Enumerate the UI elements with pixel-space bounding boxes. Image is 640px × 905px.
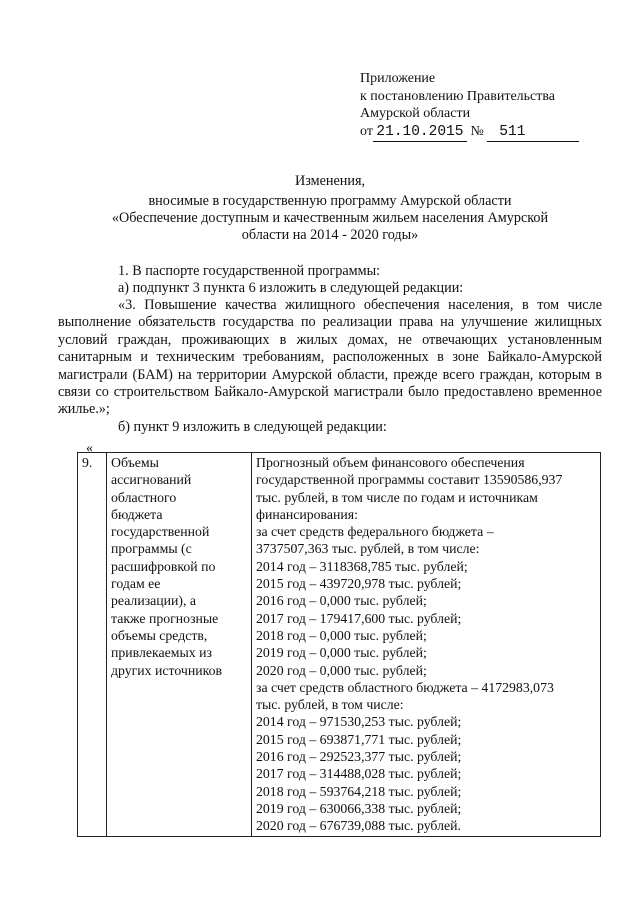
- name-line: привлекаемых из: [111, 645, 212, 661]
- content-line: 2014 год – 971530,253 тыс. рублей;: [256, 714, 462, 730]
- table-row: [78, 453, 601, 837]
- content-line: 2019 год – 630066,338 тыс. рублей;: [256, 800, 462, 816]
- opening-quote: «: [86, 441, 93, 456]
- content-line: 2016 год – 292523,377 тыс. рублей;: [256, 749, 462, 765]
- row-number: 9.: [78, 453, 107, 837]
- paragraph-4: б) пункт 9 изложить в следующей редакции:: [118, 419, 387, 435]
- content-line: 2014 год – 3118368,785 тыс. рублей;: [256, 558, 468, 574]
- name-line: областного: [111, 489, 177, 505]
- changes-heading: Изменения,: [294, 173, 366, 189]
- stamp-line-appendix: Приложение: [360, 71, 436, 86]
- name-line: также прогнозные: [111, 610, 219, 626]
- name-line: годам ее: [111, 576, 161, 592]
- content-line: Прогнозный объем финансового обеспечения: [256, 455, 525, 470]
- paragraph-2: а) подпункт 3 пункта 6 изложить в следующей редакции:: [118, 280, 464, 296]
- content-line: 2018 год – 593764,218 тыс. рублей;: [256, 783, 462, 799]
- content-line: 2019 год – 0,000 тыс. рублей;: [256, 645, 427, 661]
- content-line: 2020 год – 676739,088 тыс. рублей.: [256, 818, 461, 834]
- content-line: 2015 год – 693871,771 тыс. рублей;: [256, 731, 462, 747]
- stamp-line-resolution: к постановлению Правительства: [360, 88, 556, 104]
- content-line: финансирования:: [256, 506, 358, 522]
- row-name-cell: [107, 453, 252, 837]
- content-line: тыс. рублей, в том числе:: [256, 697, 404, 713]
- stamp-date-line: [360, 123, 579, 143]
- content-line: 2017 год – 314488,028 тыс. рублей;: [256, 766, 462, 782]
- content-line: 2020 год – 0,000 тыс. рублей;: [256, 662, 427, 678]
- content-line: 2016 год – 0,000 тыс. рублей;: [256, 593, 427, 609]
- stamp-line-region: Амурской области: [360, 106, 471, 121]
- resolution-date: 21.10.2015: [373, 124, 467, 143]
- name-line: других источников: [111, 662, 223, 678]
- content-line: за счет средств федерального бюджета –: [256, 524, 494, 540]
- paragraph-1: 1. В паспорте государственной программы:: [118, 263, 381, 279]
- name-line: расшифровкой по: [111, 558, 216, 574]
- title-line-4: области на 2014 - 2020 годы»: [241, 227, 419, 243]
- title-line-2: вносимые в государственную программу Амурской области: [148, 193, 512, 209]
- number-sign: №: [470, 123, 484, 139]
- name-line: бюджета: [111, 506, 163, 522]
- content-line: тыс. рублей, в том числе по годам и источникам: [256, 489, 538, 505]
- name-line: ассигнований: [111, 472, 192, 488]
- resolution-number: 511: [487, 124, 579, 143]
- approval-stamp: [360, 70, 579, 142]
- date-prefix: от: [360, 123, 373, 139]
- name-line: Объемы: [111, 455, 159, 470]
- name-line: государственной: [111, 524, 210, 540]
- content-line: 2017 год – 179417,600 тыс. рублей;: [256, 610, 462, 626]
- name-line: реализации), а: [111, 593, 197, 609]
- title-line-3: «Обеспечение доступным и качественным жильем населения Амурской: [111, 210, 549, 226]
- paragraph-3: «3. Повышение качества жилищного обеспечения населения, в том числе выполнение обязательств государства по реализации права на улучшение жилищных условий граждан, проживающих в жилых домах, не отвечающих установленным санитарным и техническим требованиям, расположенных в зоне Байкало-Амурской магистрали (БАМ) на территории Амурской области, прежде всего граждан, которым в связи со строительством Байкало-Амурской магистрали было предоставлено временное жилье.»;: [58, 297, 602, 418]
- row-content-cell: [252, 453, 601, 837]
- content-line: 2015 год – 439720,978 тыс. рублей;: [256, 576, 462, 592]
- name-line: объемы средств,: [111, 627, 208, 643]
- name-line: программы (с: [111, 541, 192, 557]
- content-line: государственной программы составит 13590586,937: [256, 472, 563, 488]
- content-line: 3737507,363 тыс. рублей, в том числе:: [256, 541, 480, 557]
- passport-table: [77, 452, 601, 837]
- content-line: 2018 год – 0,000 тыс. рублей;: [256, 627, 427, 643]
- content-line: за счет средств областного бюджета – 4172983,073: [256, 679, 554, 695]
